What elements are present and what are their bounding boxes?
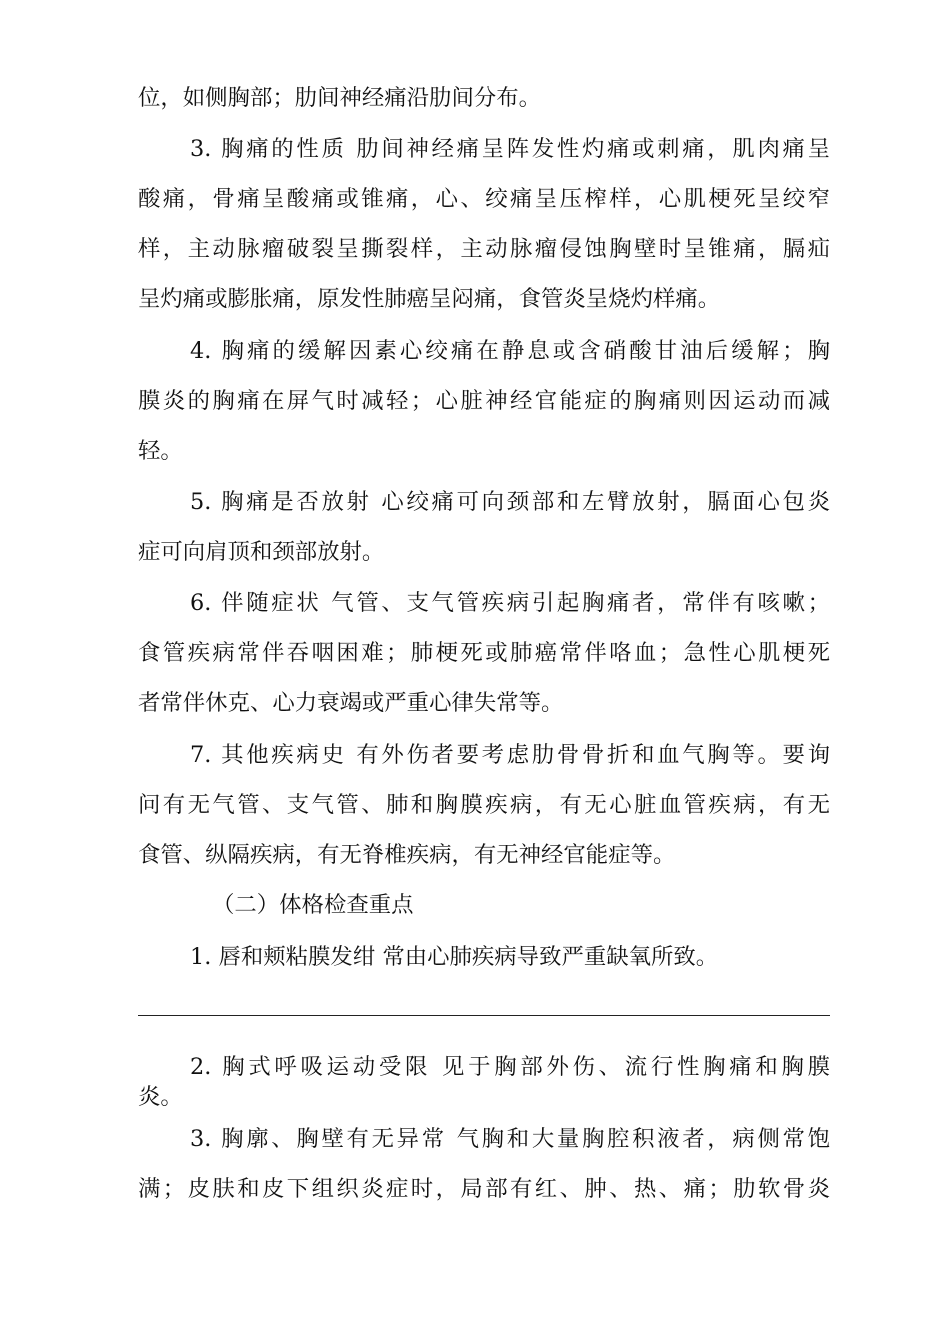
text-line: 2. 胸式呼吸运动受限 见于胸部外伤、流行性胸痛和胸膜 [190,1054,830,1080]
text-line: 样，主动脉瘤破裂呈撕裂样，主动脉瘤侵蚀胸壁时呈锥痛，膈疝 [138,236,830,262]
text-line: 1. 唇和颊粘膜发绀 常由心肺疾病导致严重缺氧所致。 [190,944,719,970]
text-line: 呈灼痛或膨胀痛，原发性肺癌呈闷痛，食管炎呈烧灼样痛。 [138,286,721,312]
text-line: 6. 伴随症状 气管、支气管疾病引起胸痛者，常伴有咳嗽； [190,590,830,616]
page-break-divider [138,1015,830,1016]
text-line: 满；皮肤和皮下组织炎症时，局部有红、肿、热、痛；肋软骨炎 [138,1176,830,1202]
text-line: 食管疾病常伴吞咽困难；肺梗死或肺癌常伴咯血；急性心肌梗死 [138,640,830,666]
text-line: 食管、纵隔疾病，有无脊椎疾病，有无神经官能症等。 [138,842,676,868]
text-line: 酸痛，骨痛呈酸痛或锥痛，心、绞痛呈压榨样，心肌梗死呈绞窄 [138,186,830,212]
text-line: 位，如侧胸部；肋间神经痛沿肋间分布。 [138,85,542,111]
text-line: 3. 胸廓、胸壁有无异常 气胸和大量胸腔积液者，病侧常饱 [190,1126,830,1152]
text-line: 3. 胸痛的性质 肋间神经痛呈阵发性灼痛或刺痛，肌肉痛呈 [190,136,830,162]
text-line: 5. 胸痛是否放射 心绞痛可向颈部和左臂放射，膈面心包炎 [190,489,830,515]
section-heading: （二）体格检查重点 [212,892,414,918]
text-line: 膜炎的胸痛在屏气时减轻；心脏神经官能症的胸痛则因运动而减 [138,388,830,414]
text-line: 炎。 [138,1084,183,1110]
text-line: 4. 胸痛的缓解因素心绞痛在静息或含硝酸甘油后缓解；胸 [190,338,830,364]
text-line: 问有无气管、支气管、肺和胸膜疾病，有无心脏血管疾病，有无 [138,792,830,818]
text-line: 者常伴休克、心力衰竭或严重心律失常等。 [138,690,564,716]
text-line: 7. 其他疾病史 有外伤者要考虑肋骨骨折和血气胸等。要询 [190,742,830,768]
text-line: 症可向肩顶和颈部放射。 [138,539,385,565]
text-line: 轻。 [138,438,183,464]
